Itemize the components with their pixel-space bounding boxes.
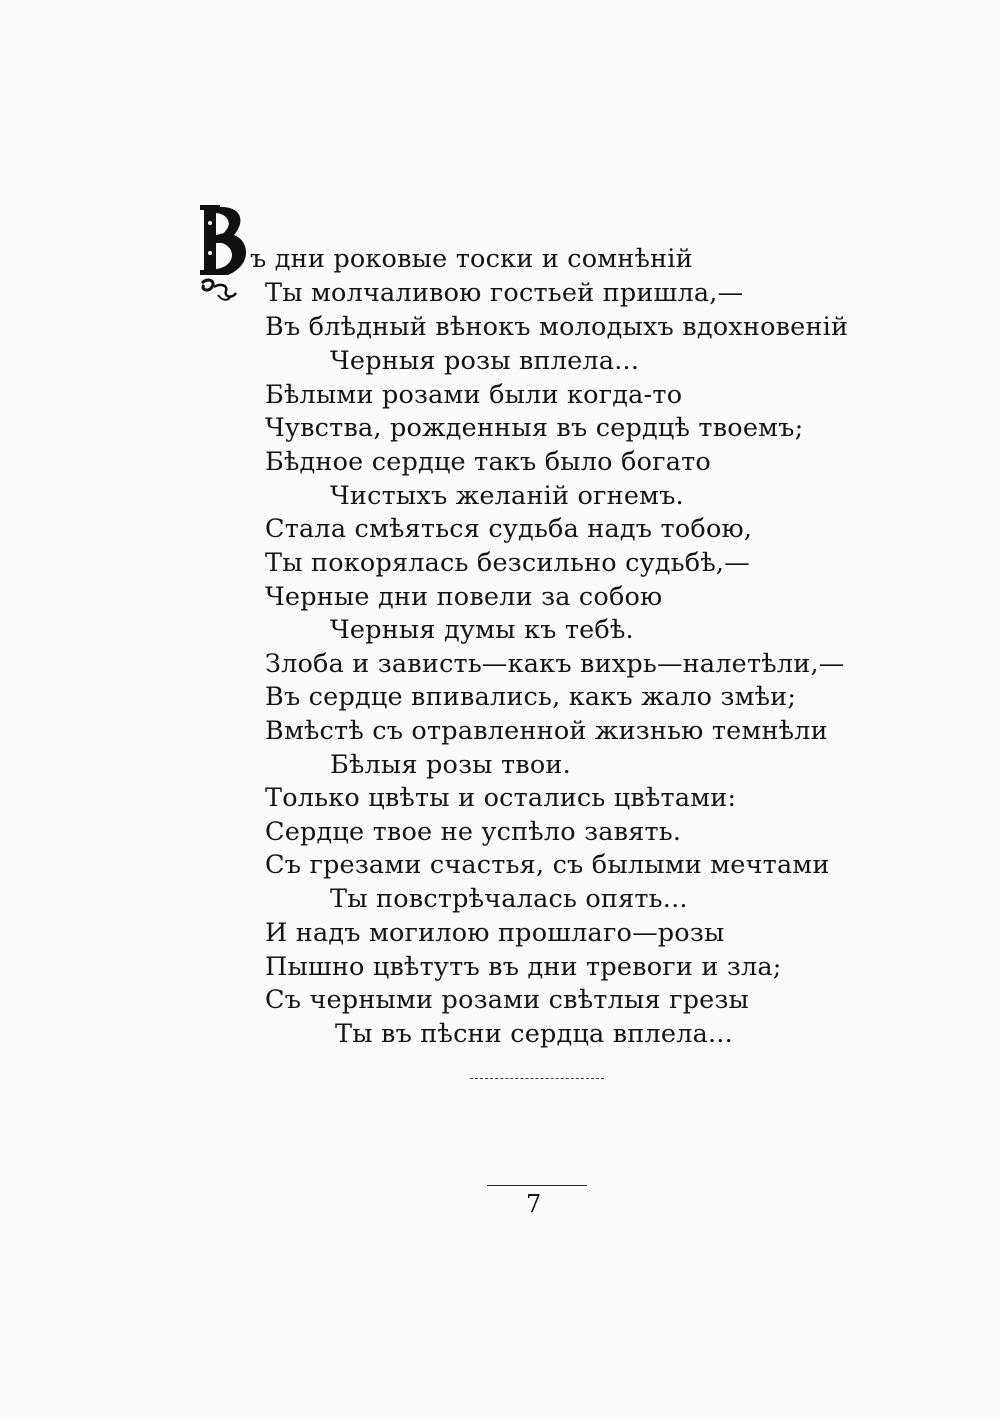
poem-line: Ты молчаливою гостьей пришла,— — [265, 278, 744, 308]
poem-line: Съ черными розами свѣтлыя грезы — [265, 985, 750, 1015]
poem-line: И надъ могилою прошлаго—розы — [265, 918, 725, 948]
dropcap-ornament-icon — [198, 203, 252, 307]
poem-line: Чувства, рожденныя въ сердцѣ твоемъ; — [265, 413, 804, 443]
poem-line: Бѣлыми розами были когда-то — [265, 380, 683, 410]
section-divider — [470, 1078, 604, 1079]
poem-line: Съ грезами счастья, съ былыми мечтами — [265, 850, 830, 880]
poem-line: Черные дни повели за собою — [265, 582, 663, 612]
poem-line: Вмѣстѣ съ отравленной жизнью темнѣли — [265, 716, 828, 746]
poem-line: Бѣлыя розы твои. — [330, 750, 571, 780]
poem-line: Черныя думы къ тебѣ. — [330, 615, 634, 645]
poem-line: Только цвѣты и остались цвѣтами: — [265, 783, 737, 813]
poem-line: Ты въ пѣсни сердца вплела... — [335, 1019, 733, 1049]
poem-line: Въ блѣдный вѣнокъ молодыхъ вдохновеній — [265, 312, 849, 342]
poem-line: Сердце твое не успѣло завять. — [265, 817, 682, 847]
poem-line: Черныя розы вплела... — [330, 346, 640, 376]
page-number: 7 — [526, 1190, 542, 1218]
poem-line: Стала смѣяться судьба надъ тобою, — [265, 514, 753, 544]
poem-line: Пышно цвѣтутъ въ дни тревоги и зла; — [265, 952, 782, 982]
poem-line: ъ дни роковые тоски и сомнѣній — [250, 244, 693, 274]
poem-line: Ты покорялась безсильно судьбѣ,— — [265, 548, 750, 578]
poem-line: Чистыхъ желаній огнемъ. — [330, 481, 684, 511]
poem-line: Бѣдное сердце такъ было богато — [265, 447, 711, 477]
poem-line: Въ сердце впивались, какъ жало змѣи; — [265, 682, 797, 712]
ornamental-dropcap-v — [198, 203, 252, 307]
poem-line: Ты повстрѣчалась опять... — [330, 884, 688, 914]
poem-line: Злоба и зависть—какъ вихрь—налетѣли,— — [265, 649, 845, 679]
page-number-rule — [487, 1185, 587, 1186]
